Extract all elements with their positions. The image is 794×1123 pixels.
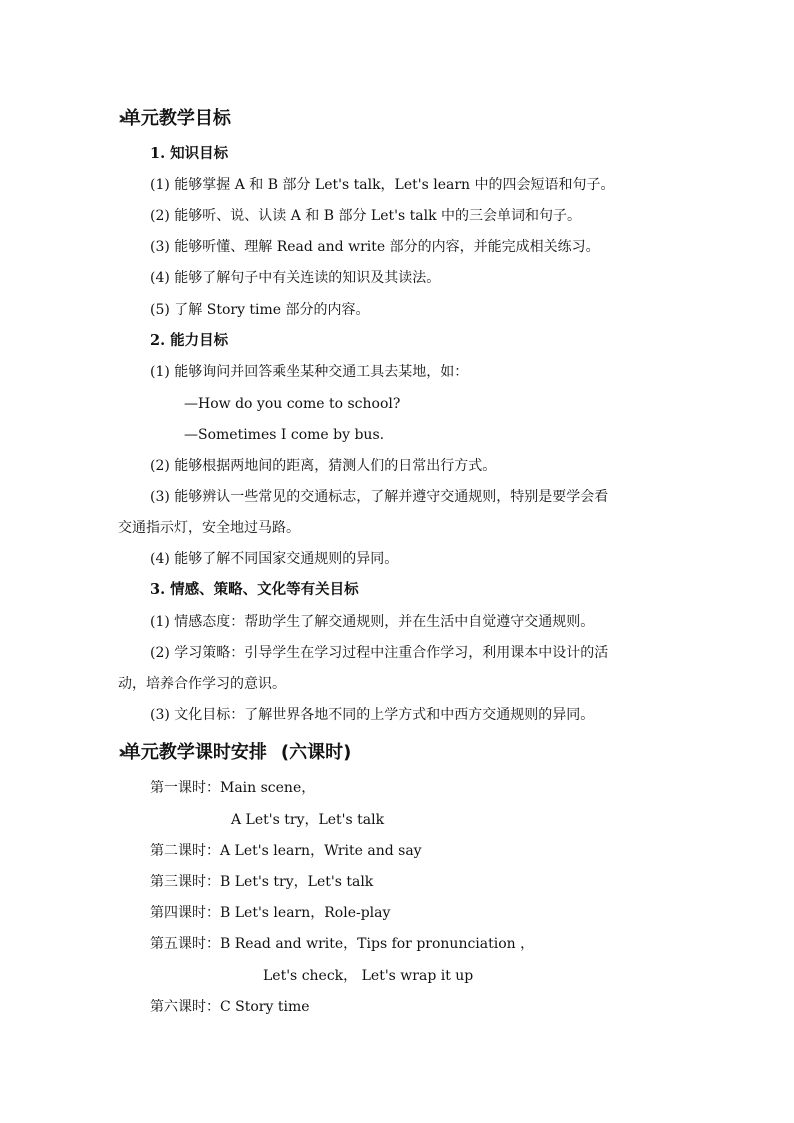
ability-item: (4) 能够了解不同国家交通规则的异同。 xyxy=(150,551,399,567)
section-title-suffix: (六课时) xyxy=(280,742,352,763)
knowledge-item: (2) 能够听、说、认读 A 和 B 部分 Let's talk 中的三会单词和句子。 xyxy=(150,208,582,224)
knowledge-item: (3) 能够听懂、理解 Read and write 部分的内容，并能完成相关练习。 xyxy=(150,239,600,255)
double-chevron-icon: ›› xyxy=(118,108,121,129)
section-heading-lesson-schedule xyxy=(118,741,351,765)
section-title: 单元教学目标 xyxy=(122,108,231,129)
lesson-row: 第二课时：A Let's learn，Write and say xyxy=(150,843,422,859)
knowledge-goals-heading: 1. 知识目标 xyxy=(150,145,229,162)
knowledge-item: (1) 能够掌握 A 和 B 部分 Let's talk，Let's learn 中的四会短语和句子。 xyxy=(150,177,615,193)
knowledge-item: (5) 了解 Story time 部分的内容。 xyxy=(150,302,370,318)
emotion-item: (2) 学习策略：引导学生在学习过程中注重合作学习，利用课本中设计的活 xyxy=(150,645,609,661)
dialog-line: —Sometimes I come by bus. xyxy=(184,427,385,443)
dialog-line: —How do you come to school? xyxy=(184,396,401,412)
knowledge-item: (4) 能够了解句子中有关连读的知识及其读法。 xyxy=(150,270,441,286)
lesson-row: 第五课时：B Read and write，Tips for pronunciation ， xyxy=(150,936,535,952)
emotion-item: (1) 情感态度：帮助学生了解交通规则，并在生活中自觉遵守交通规则。 xyxy=(150,614,595,630)
ability-item: (1) 能够询问并回答乘坐某种交通工具去某地，如： xyxy=(150,364,469,380)
lesson-row-continuation: Let's check， Let's wrap it up xyxy=(263,968,474,984)
ability-item: (2) 能够根据两地间的距离，猜测人们的日常出行方式。 xyxy=(150,458,497,474)
lesson-row-continuation: A Let's try，Let's talk xyxy=(231,812,385,828)
lesson-row: 第三课时：B Let's try，Let's talk xyxy=(150,874,374,890)
emotion-item-continuation: 动，培养合作学习的意识。 xyxy=(118,676,286,692)
section-heading-unit-goals xyxy=(118,107,231,131)
ability-goals-heading: 2. 能力目标 xyxy=(150,332,229,349)
ability-item: (3) 能够辨认一些常见的交通标志，了解并遵守交通规则，特别是要学会看 xyxy=(150,489,609,505)
emotion-goals-heading: 3. 情感、策略、文化等有关目标 xyxy=(150,581,359,598)
lesson-row: 第四课时：B Let's learn，Role-play xyxy=(150,905,391,921)
emotion-item: (3) 文化目标：了解世界各地不同的上学方式和中西方交通规则的异同。 xyxy=(150,707,595,723)
section-title: 单元教学课时安排 xyxy=(122,742,267,763)
lesson-row: 第一课时：Main scene， xyxy=(150,780,316,796)
lesson-row: 第六课时：C Story time xyxy=(150,999,310,1015)
double-chevron-icon: ›› xyxy=(118,742,121,763)
ability-item-continuation: 交通指示灯，安全地过马路。 xyxy=(118,520,300,536)
